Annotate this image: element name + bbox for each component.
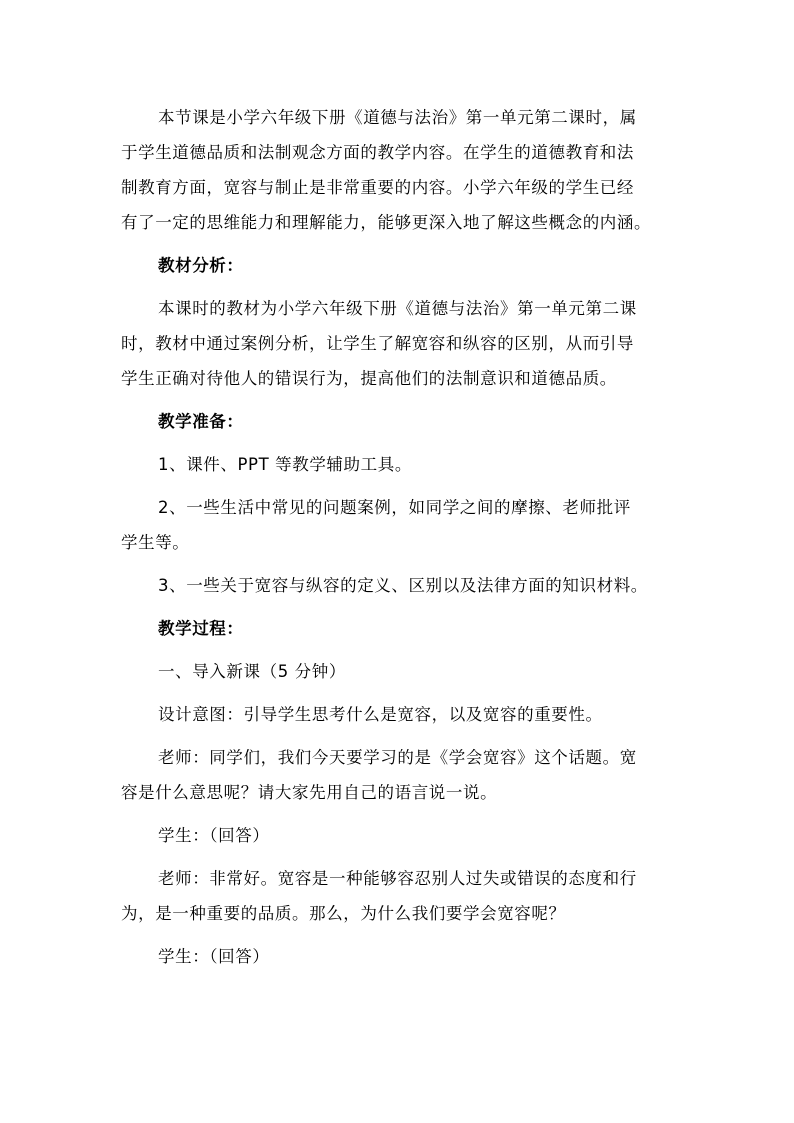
student-dialogue-2: 学生：（回答） [158,947,270,966]
text-line: 老师：非常好。宽容是一种能够容忍别人过失或错误的态度和行 [158,869,637,888]
text-line: 容是什么意思呢？请大家先用自己的语言说一说。 [121,783,498,802]
design-intent: 设计意图：引导学生思考什么是宽容，以及宽容的重要性。 [158,705,603,724]
text-line: 学生正确对待他人的错误行为，提高他们的法制意识和道德品质。 [121,369,617,388]
document-body [121,100,681,974]
heading-teaching-preparation: 教学准备： [158,412,244,431]
text-line: 本课时的教材为小学六年级下册《道德与法治》第一单元第二课 [158,299,637,318]
text-line: 为，是一种重要的品质。那么，为什么我们要学会宽容呢？ [121,904,566,923]
section-intro: 一、导入新课（5 分钟） [158,662,346,681]
teacher-dialogue-2 [121,861,681,931]
textbook-paragraph [121,291,681,396]
text-line: 时，教材中通过案例分析，让学生了解宽容和纵容的区别，从而引导 [121,334,634,353]
heading-textbook-analysis: 教材分析： [158,256,244,275]
text-line: 本节课是小学六年级下册《道德与法治》第一单元第二课时，属 [158,108,637,127]
text-line: 学生等。 [121,533,190,552]
text-line: 2、一些生活中常见的问题案例，如同学之间的摩擦、老师批评 [158,498,631,517]
student-dialogue-1: 学生：（回答） [158,826,270,845]
prep-item-3: 3、一些关于宽容与纵容的定义、区别以及法律方面的知识材料。 [158,576,648,595]
prep-item-2 [121,490,681,560]
prep-item-1: 1、课件、PPT 等教学辅助工具。 [158,455,412,474]
text-line: 制教育方面，宽容与制止是非常重要的内容。小学六年级的学生已经 [121,178,634,197]
teacher-dialogue-1 [121,740,681,810]
text-line: 有了一定的思维能力和理解能力，能够更深入地了解这些概念的内涵。 [121,213,652,232]
text-line: 于学生道德品质和法制观念方面的教学内容。在学生的道德教育和法 [121,143,634,162]
text-line: 老师：同学们，我们今天要学习的是《学会宽容》这个话题。宽 [158,748,637,767]
intro-paragraph [121,100,681,240]
heading-teaching-process: 教学过程： [158,619,244,638]
